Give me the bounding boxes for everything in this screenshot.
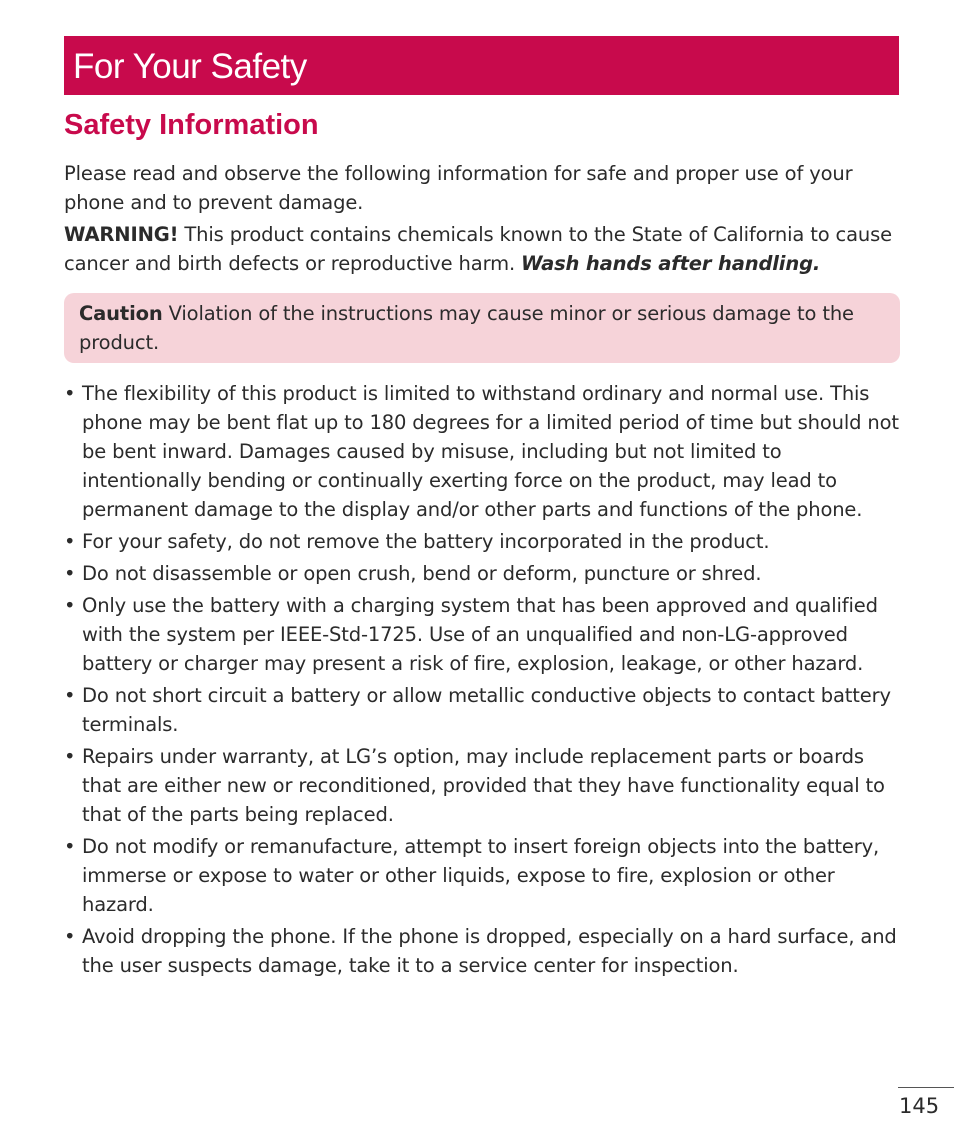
page-number: 145 [899,1094,940,1118]
list-item [64,591,900,678]
list-item-text: Repairs under warranty, at LG’s option, may include replacement parts or boards that are either new or reconditioned, provided that they have functionality equal to that of the parts being replaced. [82,745,885,826]
list-item [64,559,900,588]
section-title: Safety Information [64,109,319,141]
list-item-text: Only use the battery with a charging system that has been approved and qualified with the system per IEEE-Std-1725. Use of an unqualified and non-LG-approved battery or charger may present a risk of fire, explosion, leakage, or other hazard. [82,594,878,675]
page-content [64,159,900,983]
bullet-icon: • [64,530,76,553]
list-item-text: Do not disassemble or open crush, bend or deform, puncture or shred. [82,562,762,585]
list-item [64,832,900,919]
warning-emphasis: Wash hands after handling. [521,252,821,275]
list-item [64,922,900,980]
caution-box [64,293,900,363]
bullet-icon: • [64,835,76,858]
list-item-text: For your safety, do not remove the battery incorporated in the product. [82,530,770,553]
list-item [64,379,900,524]
list-item [64,742,900,829]
footer-divider [898,1087,954,1088]
caution-text: Violation of the instructions may cause minor or serious damage to the product. [79,302,854,354]
list-item-text: Do not short circuit a battery or allow metallic conductive objects to contact battery terminals. [82,684,891,736]
list-item-text: Do not modify or remanufacture, attempt to insert foreign objects into the battery, immerse or expose to water or other liquids, expose to fire, explosion or other hazard. [82,835,880,916]
bullet-icon: • [64,594,76,617]
list-item-text: The flexibility of this product is limited to withstand ordinary and normal use. This phone may be bent flat up to 180 degrees for a limited period of time but should not be bent inward. Damages caused by misuse, including but not limited to intentionally bending or continually exerting force on the product, may lead to permanent damage to the display and/or other parts and functions of the phone. [82,382,899,521]
warning-label: WARNING! [64,223,179,246]
bullet-icon: • [64,684,76,707]
list-item [64,681,900,739]
bullet-icon: • [64,562,76,585]
warning-paragraph [64,220,900,278]
intro-paragraph: Please read and observe the following information for safe and proper use of your phone and to prevent damage. [64,162,853,214]
caution-label: Caution [79,302,163,325]
bullet-icon: • [64,382,76,405]
chapter-header-bar [64,36,899,95]
warning-text: This product contains chemicals known to the State of California to cause cancer and birth defects or reproductive harm. [64,223,892,275]
list-item-text: Avoid dropping the phone. If the phone is dropped, especially on a hard surface, and the user suspects damage, take it to a service center for inspection. [82,925,897,977]
list-item [64,527,900,556]
bullet-icon: • [64,925,76,948]
chapter-title: For Your Safety [73,47,307,86]
bullet-icon: • [64,745,76,768]
safety-bullet-list [64,379,900,980]
